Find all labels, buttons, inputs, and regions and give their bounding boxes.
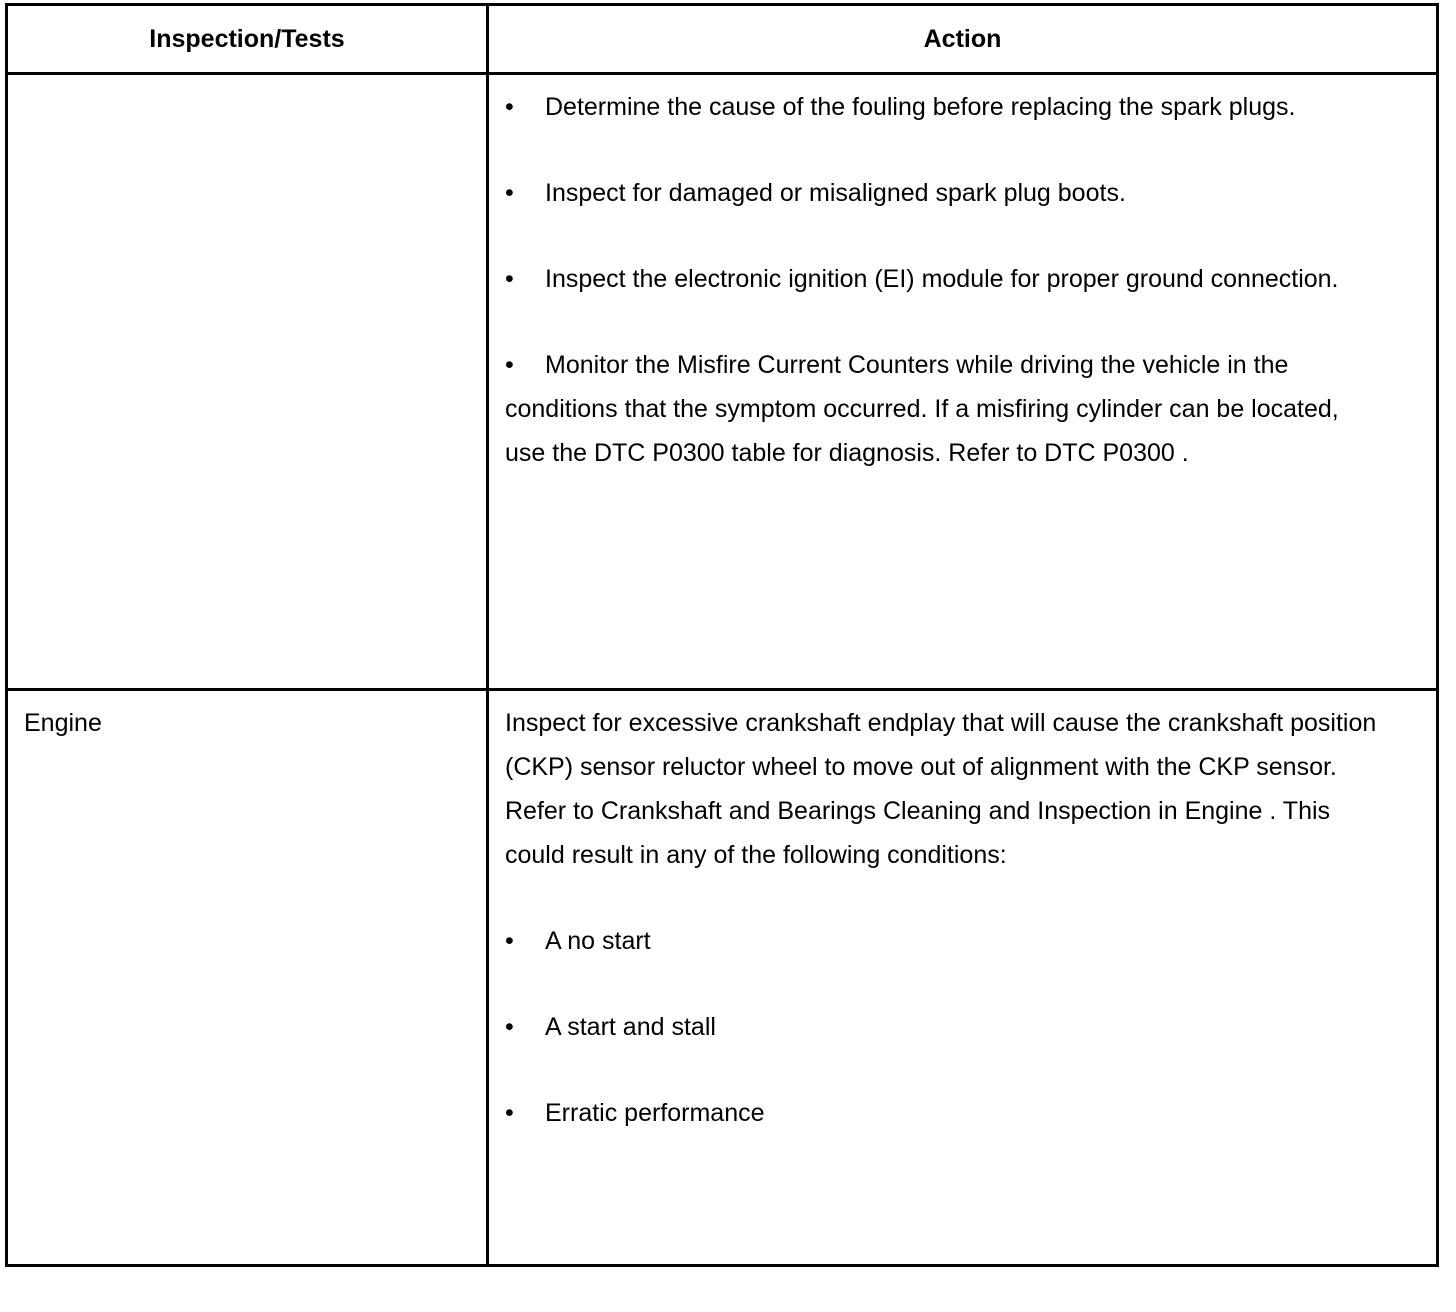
table-row — [7, 690, 1438, 1266]
table-row — [7, 74, 1438, 690]
header-row — [7, 5, 1438, 74]
list-item: • Erratic performance — [505, 1099, 765, 1127]
list-item: • Monitor the Misfire Current Counters while driving the vehicle in the conditions that the symptom occurred. If a misfiring cylinder can be located, use the DTC P0300 table for diagnosis. Refer to DTC P0300 . — [505, 351, 1339, 467]
action-cell — [488, 690, 1438, 1266]
header-action: Action — [488, 5, 1438, 74]
list-item: • Determine the cause of the fouling before replacing the spark plugs. — [505, 93, 1296, 121]
list-item: • Inspect for damaged or misaligned spark plug boots. — [505, 179, 1126, 207]
list-item: • A no start — [505, 927, 651, 955]
diagnostic-table — [5, 3, 1439, 1267]
list-item: • Inspect the electronic ignition (EI) module for proper ground connection. — [505, 265, 1339, 293]
intro-text: Inspect for excessive crankshaft endplay that will cause the crankshaft position (CKP) sensor reluctor wheel to move out of alignment with the CKP sensor. Refer to Crankshaft and Bearings Cleaning and Inspection in Engine . This could result in any of the following conditions: — [505, 709, 1377, 869]
list-item: • A start and stall — [505, 1013, 716, 1041]
action-cell — [488, 74, 1438, 690]
test-cell — [7, 74, 488, 690]
test-cell: Engine — [7, 690, 488, 1266]
header-inspection: Inspection/Tests — [7, 5, 488, 74]
